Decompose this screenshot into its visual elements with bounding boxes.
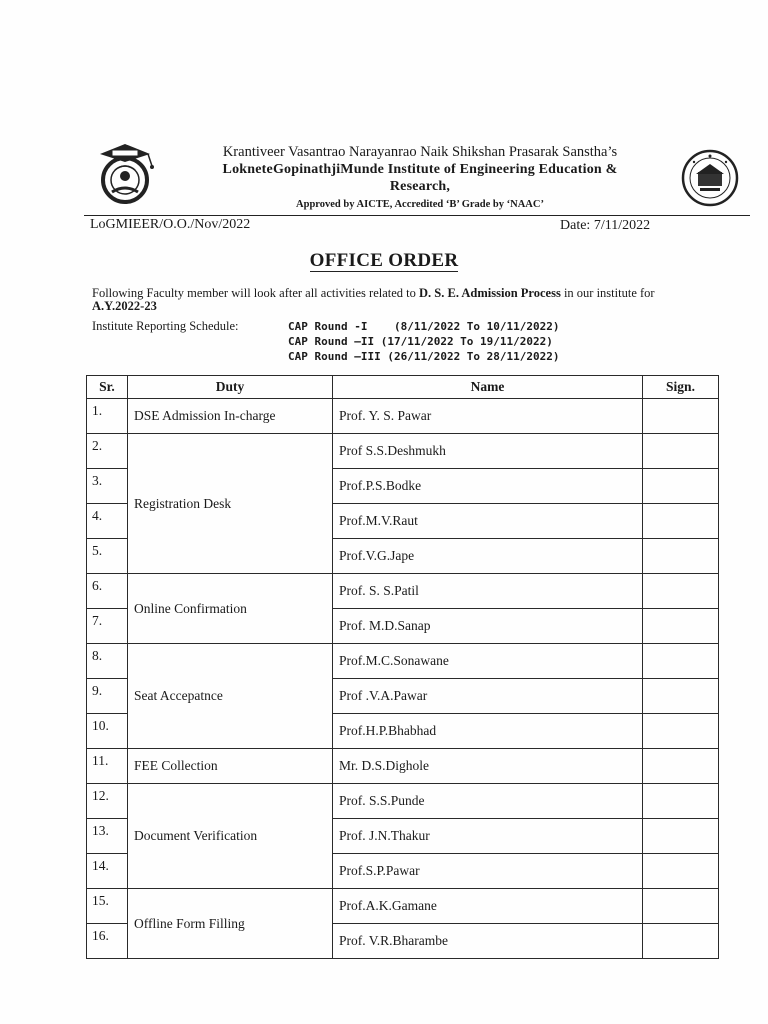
institute-logo-icon bbox=[92, 140, 158, 206]
sr-cell: 2. bbox=[87, 434, 128, 469]
table-row bbox=[87, 574, 719, 609]
table-row bbox=[87, 434, 719, 469]
sr-cell: 15. bbox=[87, 889, 128, 924]
sr-cell: 14. bbox=[87, 854, 128, 889]
name-cell: Prof.M.V.Raut bbox=[333, 504, 643, 539]
name-cell: Prof. Y. S. Pawar bbox=[333, 399, 643, 434]
name-cell: Prof. V.R.Bharambe bbox=[333, 924, 643, 959]
header-name: Name bbox=[333, 376, 643, 399]
sr-cell: 1. bbox=[87, 399, 128, 434]
name-cell: Prof.H.P.Bhabhad bbox=[333, 714, 643, 749]
institute-name-line1: LokneteGopinathjiMunde Institute of Engineering Education & bbox=[222, 162, 618, 177]
sr-cell: 9. bbox=[87, 679, 128, 714]
reporting-schedule bbox=[92, 319, 560, 364]
table-header-row bbox=[87, 376, 719, 399]
society-name: Krantiveer Vasantrao Narayanrao Naik Shikshan Prasarak Sanstha’s bbox=[222, 144, 618, 160]
name-cell: Prof. J.N.Thakur bbox=[333, 819, 643, 854]
sign-cell bbox=[643, 854, 719, 889]
name-cell: Prof.P.S.Bodke bbox=[333, 469, 643, 504]
page-title bbox=[0, 250, 768, 272]
table-row bbox=[87, 749, 719, 784]
name-cell: Prof. S. S.Patil bbox=[333, 574, 643, 609]
sr-cell: 6. bbox=[87, 574, 128, 609]
sign-cell bbox=[643, 749, 719, 784]
sign-cell bbox=[643, 574, 719, 609]
sr-cell: 13. bbox=[87, 819, 128, 854]
sign-cell bbox=[643, 434, 719, 469]
header-sr: Sr. bbox=[87, 376, 128, 399]
sr-cell: 10. bbox=[87, 714, 128, 749]
table-row bbox=[87, 644, 719, 679]
intro-paragraph bbox=[92, 287, 702, 313]
schedule-label: Institute Reporting Schedule: bbox=[92, 319, 239, 333]
sign-cell bbox=[643, 819, 719, 854]
name-cell: Prof.V.G.Jape bbox=[333, 539, 643, 574]
name-cell: Prof.S.P.Pawar bbox=[333, 854, 643, 889]
approval-line: Approved by AICTE, Accredited ‘B’ Grade by ‘NAAC’ bbox=[296, 199, 544, 210]
cap-round-1: CAP Round -I (8/11/2022 To 10/11/2022) bbox=[288, 320, 560, 333]
sr-cell: 7. bbox=[87, 609, 128, 644]
duty-cell: Offline Form Filling bbox=[128, 889, 333, 959]
duty-table bbox=[86, 375, 719, 959]
intro-text-1: Following Faculty member will look after all activities related to bbox=[92, 286, 420, 300]
cap-round-2: CAP Round –II (17/11/2022 To 19/11/2022) bbox=[288, 335, 553, 348]
sign-cell bbox=[643, 609, 719, 644]
sr-cell: 3. bbox=[87, 469, 128, 504]
intro-year: A.Y.2022-23 bbox=[92, 299, 157, 313]
header-divider bbox=[84, 215, 750, 216]
sr-cell: 5. bbox=[87, 539, 128, 574]
name-cell: Prof S.S.Deshmukh bbox=[333, 434, 643, 469]
name-cell: Prof .V.A.Pawar bbox=[333, 679, 643, 714]
order-date: Date: 7/11/2022 bbox=[560, 218, 651, 233]
sign-cell bbox=[643, 784, 719, 819]
sr-cell: 12. bbox=[87, 784, 128, 819]
institute-name-line2: Research, bbox=[389, 179, 451, 194]
duty-cell: Seat Accepatnce bbox=[128, 644, 333, 749]
sign-cell bbox=[643, 714, 719, 749]
sign-cell bbox=[643, 644, 719, 679]
duty-cell: Online Confirmation bbox=[128, 574, 333, 644]
name-cell: Prof.A.K.Gamane bbox=[333, 889, 643, 924]
sign-cell bbox=[643, 469, 719, 504]
header-duty: Duty bbox=[128, 376, 333, 399]
letterhead bbox=[160, 144, 680, 212]
order-reference: LoGMIEER/O.O./Nov/2022 bbox=[90, 217, 251, 232]
table-row bbox=[87, 784, 719, 819]
seal-icon bbox=[680, 148, 740, 208]
duty-cell: Document Verification bbox=[128, 784, 333, 889]
table-row bbox=[87, 889, 719, 924]
sign-cell bbox=[643, 889, 719, 924]
duty-cell: Registration Desk bbox=[128, 434, 333, 574]
sr-cell: 4. bbox=[87, 504, 128, 539]
name-cell: Prof. S.S.Punde bbox=[333, 784, 643, 819]
sign-cell bbox=[643, 539, 719, 574]
duty-cell: DSE Admission In-charge bbox=[128, 399, 333, 434]
sign-cell bbox=[643, 679, 719, 714]
sign-cell bbox=[643, 399, 719, 434]
table-row bbox=[87, 399, 719, 434]
cap-round-3: CAP Round –III (26/11/2022 To 28/11/2022) bbox=[288, 350, 560, 363]
sr-cell: 8. bbox=[87, 644, 128, 679]
name-cell: Mr. D.S.Dighole bbox=[333, 749, 643, 784]
title-text: OFFICE ORDER bbox=[309, 250, 459, 271]
name-cell: Prof. M.D.Sanap bbox=[333, 609, 643, 644]
sign-cell bbox=[643, 924, 719, 959]
intro-process: D. S. E. Admission Process bbox=[419, 286, 561, 300]
intro-text-2: in our institute for bbox=[560, 286, 655, 300]
duty-cell: FEE Collection bbox=[128, 749, 333, 784]
name-cell: Prof.M.C.Sonawane bbox=[333, 644, 643, 679]
header-sign: Sign. bbox=[643, 376, 719, 399]
sr-cell: 16. bbox=[87, 924, 128, 959]
sr-cell: 11. bbox=[87, 749, 128, 784]
sign-cell bbox=[643, 504, 719, 539]
